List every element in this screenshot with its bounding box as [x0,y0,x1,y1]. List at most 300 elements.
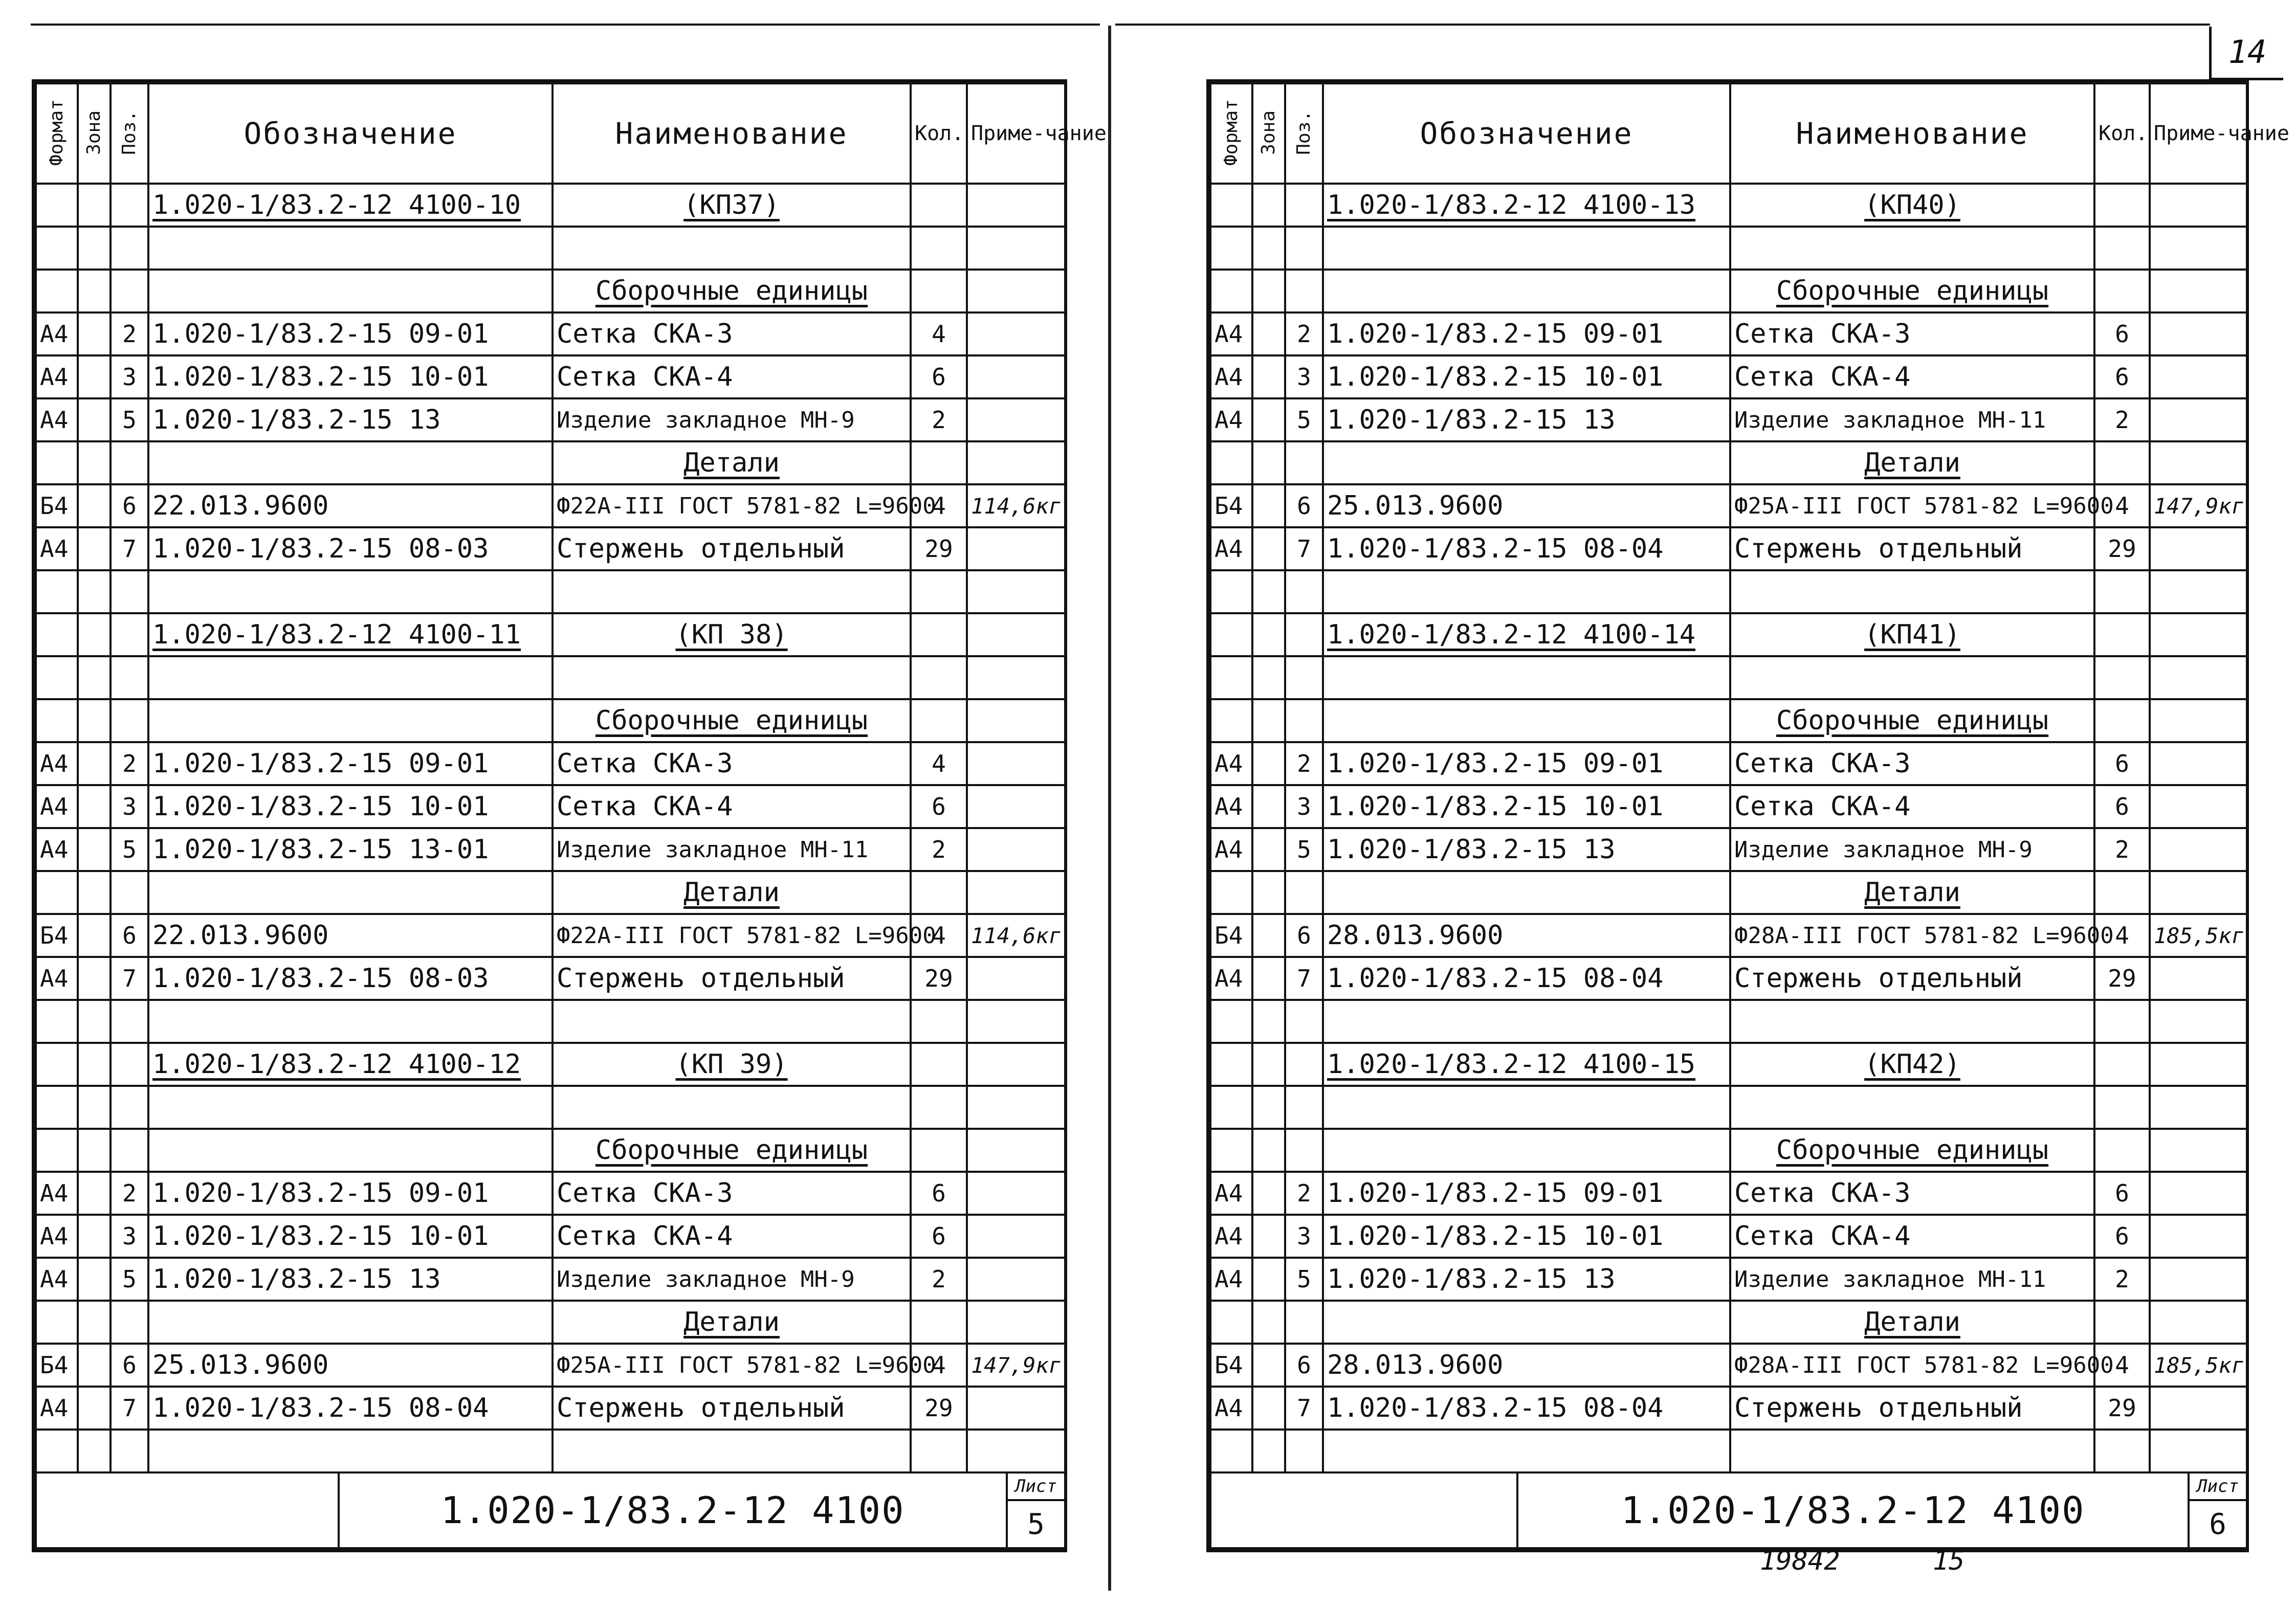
cell-name-text: Сетка СКА-3 [557,748,733,779]
table-row [36,828,1065,871]
cell-name [1730,1344,2114,1387]
table-row [1210,1301,2247,1344]
table-row [36,1258,1065,1301]
cell-name-text: Детали [1864,1307,1960,1337]
cell-zone [1252,1215,1285,1258]
cell-designation-text: 1.020-1/83.2-15 10-01 [1327,791,1664,822]
cell-qty [2094,398,2150,441]
cell-name-text: (КП40) [1864,190,1960,220]
table-row [1210,570,2247,613]
cell-pos [111,398,148,441]
title-block [1209,1471,2248,1549]
table-row [36,1000,1065,1043]
header-name: Наименование [1730,83,2094,184]
cell-pos [111,656,148,699]
cell-zone [1252,1172,1285,1215]
table-row [36,1129,1065,1172]
cell-designation-text: 1.020-1/83.2-15 10-01 [1327,1221,1664,1252]
cell-designation [1323,656,1730,699]
cell-name-text: Детали [683,448,780,478]
cell-designation-text: 1.020-1/83.2-15 13 [152,1264,441,1294]
table-row [1210,1129,2247,1172]
cell-name [553,484,936,527]
cell-format [1210,1043,1252,1086]
cell-note [2150,1086,2247,1129]
cell-qty [2094,699,2150,742]
cell-name [553,957,911,1000]
cell-pos [1285,742,1323,785]
cell-designation [148,313,553,355]
cell-zone [78,613,111,656]
cell-pos [1285,1301,1323,1344]
cell-qty [911,270,967,313]
cell-zone [1252,227,1285,270]
cell-zone [1252,1129,1285,1172]
cell-zone [78,1043,111,1086]
cell-designation [148,871,553,914]
cell-designation-text: 1.020-1/83.2-15 13-01 [152,834,489,865]
cell-pos-text: 2 [122,320,137,348]
cell-zone [78,656,111,699]
cell-pos-text: 3 [122,793,137,820]
cell-format-text: А4 [1215,836,1243,863]
cell-note [2150,1344,2247,1387]
cell-zone [1252,184,1285,227]
cell-designation [1323,1000,1730,1043]
table-row [1210,828,2247,871]
cell-note [2150,1172,2247,1215]
table-header-row [1210,83,2247,184]
cell-note [2150,613,2247,656]
cell-name [1730,355,2094,398]
cell-designation [148,270,553,313]
cell-qty [2094,1430,2150,1472]
cell-name-text: (КП 39) [675,1049,788,1080]
cell-format [36,484,78,527]
table-row [1210,613,2247,656]
cell-pos [111,699,148,742]
cell-note [2150,484,2247,527]
cell-qty-text: 4 [932,1351,946,1379]
cell-name-text: Стержень отдельный [1734,533,2023,564]
cell-designation [1323,742,1730,785]
table-row [1210,184,2247,227]
cell-note [2150,785,2247,828]
cell-zone [1252,1301,1285,1344]
table-row [36,313,1065,355]
cell-pos [111,1387,148,1430]
cell-note [2150,699,2247,742]
cell-format-text: А4 [40,1179,69,1207]
cell-pos [1285,570,1323,613]
cell-qty [2094,957,2150,1000]
cell-designation-text: 1.020-1/83.2-15 08-04 [152,1393,489,1423]
cell-qty-text: 4 [932,320,946,348]
cell-note [2150,1129,2247,1172]
sheet-label: Лист [1007,1472,1065,1500]
cell-pos [1285,828,1323,871]
cell-pos-text: 5 [1297,836,1311,863]
cell-qty [911,871,967,914]
cell-name [1730,656,2094,699]
cell-qty-text: 6 [2115,320,2129,348]
cell-designation-text: 1.020-1/83.2-15 10-01 [1327,362,1664,392]
cell-zone [78,1000,111,1043]
cell-note [967,355,1065,398]
cell-format [1210,1344,1252,1387]
cell-pos [111,613,148,656]
cell-name-text: Ф28А-III ГОСТ 5781-82 L=9600 [1734,922,2114,949]
cell-format [1210,656,1252,699]
table-row [36,398,1065,441]
table-row [1210,484,2247,527]
cell-name-text: Сборочные единицы [1776,1135,2049,1166]
cell-pos [1285,313,1323,355]
cell-format [36,355,78,398]
cell-pos [111,1043,148,1086]
cell-designation [148,1258,553,1301]
table-row [36,613,1065,656]
table-row [36,1387,1065,1430]
cell-format-text: А4 [1215,965,1243,992]
table-row [1210,1172,2247,1215]
cell-pos [111,1344,148,1387]
cell-note [2150,914,2247,957]
header-designation: Обозначение [148,83,553,184]
cell-pos [1285,656,1323,699]
cell-pos-text: 3 [122,1222,137,1250]
cell-name [553,227,911,270]
cell-format [36,1129,78,1172]
cell-pos-text: 2 [122,750,137,777]
cell-zone [1252,957,1285,1000]
cell-pos [1285,1387,1323,1430]
cell-qty [2094,570,2150,613]
cell-note [2150,1000,2247,1043]
cell-qty [2094,441,2150,484]
cell-name-text: Сетка СКА-3 [557,1178,733,1209]
cell-format [36,441,78,484]
cell-zone [78,1301,111,1344]
cell-name [1730,1000,2094,1043]
cell-name [553,1430,911,1472]
cell-format [1210,184,1252,227]
cell-note [967,1129,1065,1172]
cell-format [36,914,78,957]
cell-pos-text: 6 [122,492,137,520]
cell-format [1210,270,1252,313]
cell-name-text: Сетка СКА-4 [557,1221,733,1252]
cell-note [967,227,1065,270]
cell-designation [1323,785,1730,828]
cell-zone [1252,785,1285,828]
table-row [1210,1215,2247,1258]
cell-name [553,871,911,914]
cell-note [967,441,1065,484]
cell-note [2150,1387,2247,1430]
cell-qty-text: 6 [2115,750,2129,777]
header-zone: Зона [1252,83,1285,184]
cell-pos-text: 2 [1297,750,1311,777]
cell-note [967,1258,1065,1301]
cell-pos [1285,398,1323,441]
cell-zone [1252,1043,1285,1086]
cell-designation [148,656,553,699]
cell-name [553,828,911,871]
cell-qty [2094,828,2150,871]
table-row [36,1430,1065,1472]
cell-designation [148,227,553,270]
cell-qty [911,1129,967,1172]
cell-designation-text: 1.020-1/83.2-15 13 [152,405,441,435]
title-block-blank [36,1472,339,1548]
table-row [1210,1430,2247,1472]
cell-designation [1323,1430,1730,1472]
cell-format [36,398,78,441]
cell-format-text: Б4 [1215,1351,1243,1379]
cell-zone [1252,914,1285,957]
cell-designation [1323,1215,1730,1258]
cell-format [36,1258,78,1301]
cell-pos-text: 7 [1297,965,1311,992]
cell-qty-text: 29 [924,965,953,992]
cell-designation [148,1086,553,1129]
cell-format [36,699,78,742]
cell-zone [1252,742,1285,785]
cell-note [967,1000,1065,1043]
cell-designation [1323,914,1730,957]
cell-designation [148,1000,553,1043]
cell-name [1730,699,2094,742]
cell-qty [911,656,967,699]
cell-pos-text: 2 [122,1179,137,1207]
table-row [36,484,1065,527]
cell-note-text: 147,9кг [2154,493,2245,519]
cell-pos [111,441,148,484]
cell-name-text: Сетка СКА-3 [1734,748,1911,779]
cell-name [1730,1172,2094,1215]
cell-qty [911,1172,967,1215]
cell-format-text: А4 [1215,363,1243,391]
cell-designation [148,1387,553,1430]
cell-qty [911,227,967,270]
cell-pos [1285,1129,1323,1172]
cell-note [2150,527,2247,570]
cell-qty-text: 6 [932,1179,946,1207]
table-row [36,1344,1065,1387]
table-row [36,699,1065,742]
cell-name [553,742,911,785]
cell-format-text: А4 [40,836,69,863]
table-row [36,1172,1065,1215]
cell-qty [2094,270,2150,313]
cell-pos [1285,1086,1323,1129]
cell-qty [2094,613,2150,656]
cell-format [1210,1000,1252,1043]
cell-qty [2094,1387,2150,1430]
cell-pos-text: 3 [1297,793,1311,820]
cell-zone [1252,699,1285,742]
cell-name-text: Сборочные единицы [595,705,868,736]
cell-name-text: Сборочные единицы [1776,276,2049,306]
table-row [36,527,1065,570]
cell-qty [2094,742,2150,785]
cell-format [36,1301,78,1344]
cell-format-text: А4 [40,965,69,992]
cell-designation [1323,355,1730,398]
cell-name [553,570,911,613]
cell-format [1210,1430,1252,1472]
cell-format-text: А4 [1215,1179,1243,1207]
table-row [1210,313,2247,355]
cell-designation [1323,699,1730,742]
cell-name [1730,1258,2094,1301]
cell-designation-text: 1.020-1/83.2-12 4100-11 [152,619,521,650]
table-row [1210,914,2247,957]
cell-pos-text: 5 [122,836,137,863]
header-format: Формат [1210,83,1252,184]
cell-qty [2094,1086,2150,1129]
cell-name [553,699,911,742]
cell-name [1730,1129,2094,1172]
cell-pos [111,1172,148,1215]
cell-pos [111,1000,148,1043]
cell-note [2150,1043,2247,1086]
cell-pos-text: 3 [122,363,137,391]
cell-pos [111,1129,148,1172]
cell-name-text: Детали [1864,448,1960,478]
cell-designation-text: 1.020-1/83.2-12 4100-12 [152,1049,521,1080]
cell-qty [2094,871,2150,914]
cell-pos-text: 5 [122,406,137,434]
cell-note [2150,957,2247,1000]
table-row [36,785,1065,828]
cell-designation [148,527,553,570]
cell-name [1730,227,2094,270]
cell-note [2150,270,2247,313]
cell-name [1730,1301,2094,1344]
cell-designation-text: 1.020-1/83.2-15 08-03 [152,533,489,564]
cell-note [967,1043,1065,1086]
cell-format-text: А4 [1215,535,1243,563]
cell-name-text: Сборочные единицы [595,276,868,306]
sheet-number: 6 [2189,1500,2247,1548]
footer-archive-number: 19842 [1760,1546,1840,1576]
cell-designation [148,184,553,227]
cell-note [967,1387,1065,1430]
cell-designation [1323,1086,1730,1129]
cell-format [1210,1129,1252,1172]
cell-note [2150,828,2247,871]
cell-name [1730,1043,2094,1086]
cell-format-text: А4 [40,1394,69,1422]
cell-format [1210,613,1252,656]
cell-designation-text: 28.013.9600 [1327,1350,1504,1380]
cell-pos-text: 5 [1297,406,1311,434]
cell-designation-text: 22.013.9600 [152,490,329,521]
cell-qty [911,355,967,398]
cell-pos [1285,441,1323,484]
cell-name-text: Ф25А-III ГОСТ 5781-82 L=9600 [1734,493,2114,519]
cell-pos [1285,785,1323,828]
cell-zone [78,1129,111,1172]
table-row [1210,871,2247,914]
cell-zone [1252,828,1285,871]
cell-qty-text: 29 [924,535,953,563]
cell-qty-text: 2 [932,836,946,863]
cell-pos-text: 6 [122,922,137,949]
cell-qty-text: 4 [2115,922,2129,949]
cell-note [967,871,1065,914]
cell-note-text: 114,6кг [971,493,1062,519]
page-fold-line [1108,26,1111,1591]
cell-format [36,227,78,270]
cell-name [553,914,936,957]
cell-qty-text: 2 [932,406,946,434]
cell-format-text: А4 [40,320,69,348]
cell-format [1210,441,1252,484]
cell-zone [1252,527,1285,570]
cell-name [553,1129,911,1172]
cell-format-text: А4 [1215,750,1243,777]
cell-qty [911,828,967,871]
cell-zone [1252,355,1285,398]
cell-note [967,484,1065,527]
cell-designation-text: 1.020-1/83.2-15 09-01 [152,1178,489,1209]
cell-format [36,1172,78,1215]
cell-format [1210,484,1252,527]
cell-zone [1252,441,1285,484]
cell-pos-text: 2 [1297,320,1311,348]
cell-designation [148,1215,553,1258]
cell-note [967,699,1065,742]
cell-format [36,570,78,613]
cell-designation-text: 1.020-1/83.2-15 08-04 [1327,533,1664,564]
cell-name [553,1344,936,1387]
cell-pos-text: 5 [122,1265,137,1293]
cell-format [1210,742,1252,785]
cell-qty [911,184,967,227]
cell-designation [1323,1258,1730,1301]
cell-zone [1252,1387,1285,1430]
cell-designation [148,484,553,527]
spec-sheet-5 [32,79,1107,1552]
cell-pos [1285,871,1323,914]
cell-note [967,785,1065,828]
cell-name-text: Сетка СКА-4 [557,362,733,392]
table-row [36,914,1065,957]
cell-qty [911,1000,967,1043]
cell-designation [148,1129,553,1172]
cell-name-text: Ф22А-III ГОСТ 5781-82 L=9600 [557,493,936,519]
cell-pos [1285,957,1323,1000]
cell-zone [1252,313,1285,355]
cell-pos [1285,270,1323,313]
cell-name [553,1215,911,1258]
header-note: Приме-чание [2150,83,2247,184]
cell-pos [1285,1344,1323,1387]
cell-pos [111,184,148,227]
header-zone: Зона [78,83,111,184]
cell-format-text: А4 [40,793,69,820]
cell-pos-text: 3 [1297,363,1311,391]
cell-name [553,1000,911,1043]
table-row [1210,785,2247,828]
cell-name [1730,785,2094,828]
cell-qty [2094,1215,2150,1258]
cell-zone [78,871,111,914]
cell-format-text: А4 [1215,320,1243,348]
